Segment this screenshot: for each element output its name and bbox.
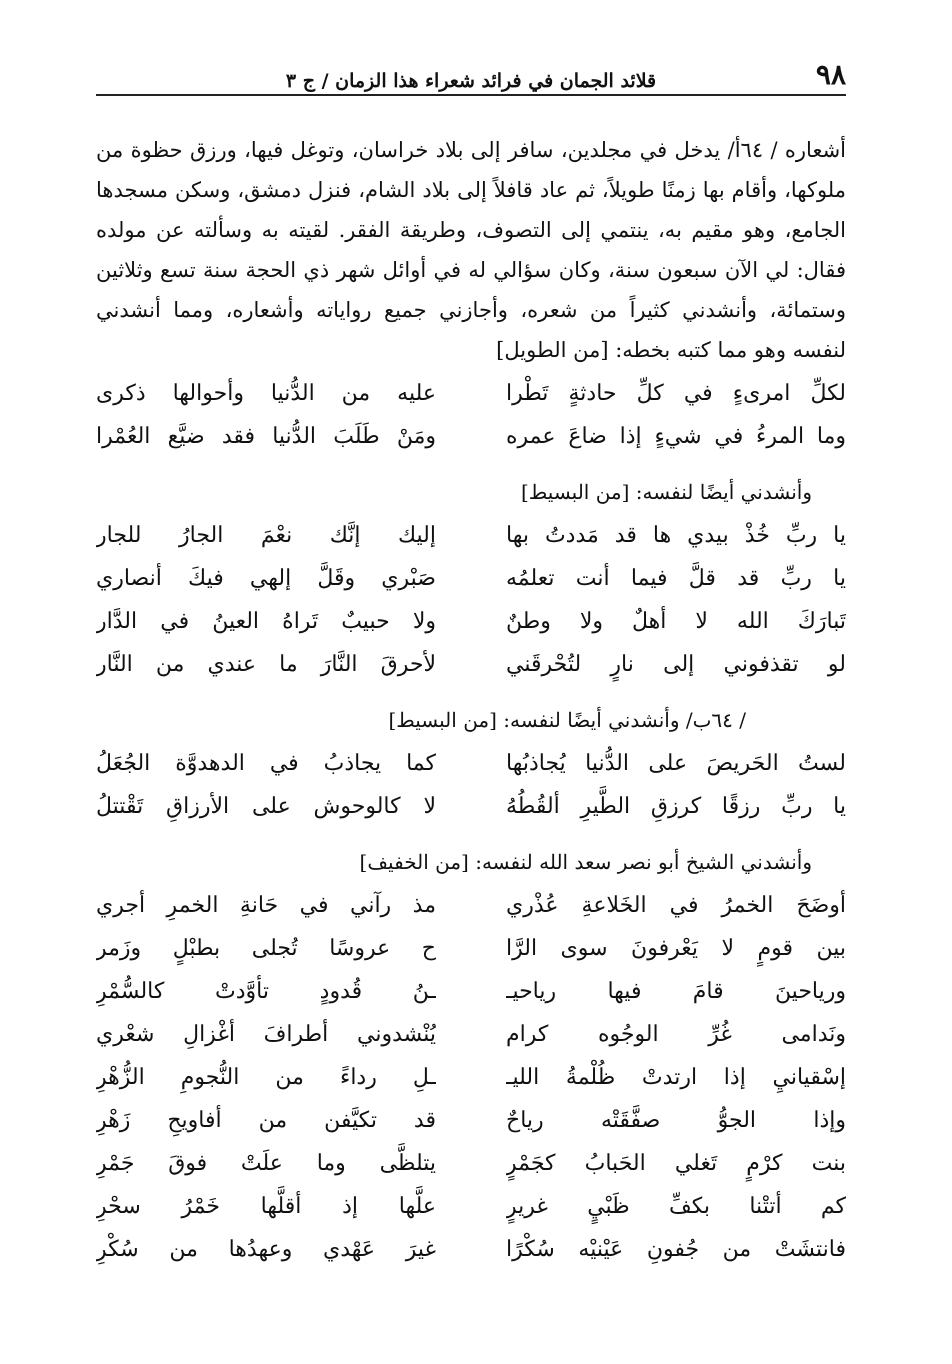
first-hemistich: ونَدامى غُرِّ الوجُوه كرام (506, 1022, 846, 1047)
poem-intro: وأنشدني الشيخ أبو نصر سعد الله لنفسه: [من الخفيف] (359, 850, 812, 874)
first-hemistich: لكلِّ امرىءٍ في كلِّ حادثةٍ تَطْرا (506, 381, 846, 406)
second-hemistich: عليه من الدُّنيا وأحوالها ذكرى (96, 381, 436, 406)
poem (96, 514, 846, 686)
verse-line (96, 970, 846, 1013)
poem (96, 372, 846, 458)
second-hemistich: يتلظَّى وما علَتْ فوقَ جَمْرِ (96, 1151, 436, 1176)
second-hemistich: مذ رآني في حَانةِ الخمرِ أجري (96, 893, 436, 918)
first-hemistich: فانتشَتْ من جُفونِ عَيْنيْه سُكْرًا (506, 1237, 846, 1262)
first-hemistich: وإذا الجوُّ صفَّقَتْه رياحٌ (506, 1108, 846, 1133)
second-hemistich: صَبْري وقَلَّ إلهي فيكَ أنصاري (96, 566, 436, 591)
second-hemistich: ـنُ قُدودٍ تأوَّدتْ كالسُّمْرِ (96, 979, 436, 1004)
verse-line (96, 415, 846, 458)
first-hemistich: وما المرءُ في شيءٍ إذا ضاعَ عمره (506, 424, 846, 449)
first-hemistich: تَبارَكَ الله لا أهلٌ ولا وطنٌ (506, 609, 846, 634)
verse-line (96, 372, 846, 415)
verse-line (96, 884, 846, 927)
verse-line (96, 742, 846, 785)
verse-line (96, 1099, 846, 1142)
poems (96, 372, 846, 1271)
page-number: ٩٨ (815, 58, 846, 91)
verse-line (96, 557, 846, 600)
poem-section (96, 372, 846, 458)
second-hemistich: قد تكيَّفن من أفاويحِ زَهْرِ (96, 1108, 436, 1133)
first-hemistich: يا ربِّ خُذْ بيدي ها قد مَددتُ بها (506, 523, 846, 548)
prose-text: أشعاره / ٦٤أ/ يدخل في مجلدين، سافر إلى بلاد خراسان، وتوغل فيها، ورزق حظوة من ملوكها، وأقام بها زمنًا طويلاً، ثم عاد قافلاً إلى بلاد الشام، فنزل دمشق، وسكن مسجدها الجامع، وهو مقيم به، ينتمي إلى التصوف، وطريقة الفقر. لقيته به وسألته عن مولده فقال: لي الآن سبعون سنة، وكان سؤالي له في أوائل شهر ذي الحجة سنة تسع وثلاثين وستمائة، وأنشدني كثيراً من شعره، وأجازني جميع رواياته وأشعاره، ومما أنشدني لنفسه وهو مما كتبه بخطه: [من الطويل] (96, 138, 847, 362)
second-hemistich: ـلِ رداءً من النُّجومِ الزُّهْرِ (96, 1065, 436, 1090)
first-hemistich: إسْقيانيِ إذا ارتدتْ ظُلْمةُ الليـ (506, 1065, 846, 1090)
poem-section (96, 700, 846, 828)
poem-intro: وأنشدني أيضًا لنفسه: [من البسيط] (521, 480, 812, 504)
running-title: قلائد الجمان في فرائد شعراء هذا الزمان / ج ٣ (285, 70, 657, 92)
first-hemistich: بين قومٍ لا يَعْرفونَ سوى الرَّا (506, 936, 846, 961)
poem (96, 884, 846, 1271)
first-hemistich: بنت كرْمٍ تَغلي الحَبابُ كجَمْرٍ (506, 1151, 846, 1176)
verse-line (96, 1185, 846, 1228)
second-hemistich: ومَنْ طَلَبَ الدُّنيا فقد ضيَّع العُمْرا (96, 424, 436, 449)
verse-line (96, 1142, 846, 1185)
second-hemistich: لا كالوحوش على الأرزاقِ تَقْتتلُ (96, 794, 436, 819)
verse-line (96, 514, 846, 557)
verse-line (96, 927, 846, 970)
second-hemistich: يُنْشدوني أطرافَ أغْزالِ شعْري (96, 1022, 436, 1047)
first-hemistich: يا ربِّ قد قلَّ فيما أنت تعلمُه (506, 566, 846, 591)
second-hemistich: غيرَ عَهْدي وعهدُها من سُكْرِ (96, 1237, 436, 1262)
poem-section (96, 472, 846, 686)
second-hemistich: كما يجاذبُ في الدهدوَّة الجُعَلُ (96, 751, 436, 776)
verse-line (96, 1228, 846, 1271)
verse-line (96, 1013, 846, 1056)
page-header (96, 52, 846, 96)
second-hemistich: ح عروسًا تُجلى بطبْلٍ وزَمر (96, 936, 436, 961)
second-hemistich: ولا حبيبٌ تَراهُ العينُ في الدَّار (96, 609, 436, 634)
second-hemistich: لأحرقَ النَّارَ ما عندي من النَّار (96, 652, 436, 677)
first-hemistich: أوضَحَ الخمرُ في الخَلاعةِ عُذْري (506, 893, 846, 918)
prose-paragraph (96, 130, 846, 370)
verse-line (96, 600, 846, 643)
first-hemistich: لستُ الحَريصَ على الدُّنيا يُجاذبُها (506, 751, 846, 776)
second-hemistich: علَّها إذ أقلَّها خَمْرُ سحْرِ (96, 1194, 436, 1219)
first-hemistich: يا ربِّ رزقًا كرزقِ الطَّيرِ ألقُطُهُ (506, 794, 846, 819)
poem-section (96, 842, 846, 1271)
verse-line (96, 785, 846, 828)
verse-line (96, 1056, 846, 1099)
verse-line (96, 643, 846, 686)
first-hemistich: لو تقذفوني إلى نارٍ لتُحْرقَني (506, 652, 846, 677)
book-page (96, 52, 846, 1271)
poem (96, 742, 846, 828)
second-hemistich: إليك إنَّك نعْمَ الجارُ للجار (96, 523, 436, 548)
first-hemistich: ورياحينَ قامَ فيها رياحيـ (506, 979, 846, 1004)
poem-intro: / ٦٤ب/ وأنشدني أيضًا لنفسه: [من البسيط] (388, 708, 746, 732)
first-hemistich: كم أتتْنا بكفِّ ظَبْيٍ غريرٍ (506, 1194, 846, 1219)
